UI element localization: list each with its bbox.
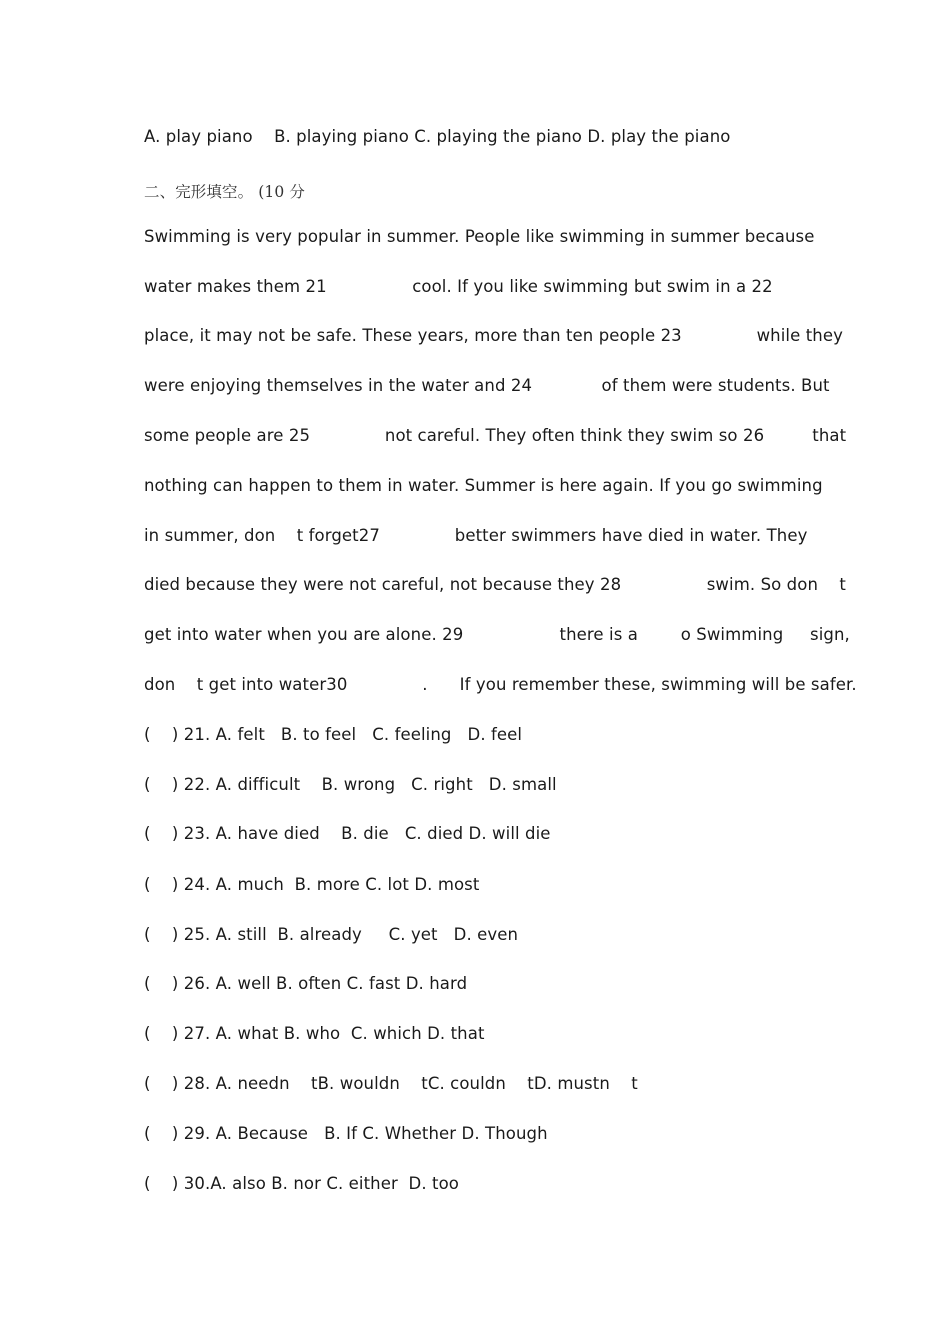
passage-line: get into water when you are alone. 29 there is a o Swimming sign,	[144, 625, 850, 644]
passage-line: place, it may not be safe. These years, more than ten people 23 while they	[144, 326, 843, 345]
passage-line: were enjoying themselves in the water and 24 of them were students. But	[144, 376, 830, 395]
question-item: ( ) 27. A. what B. who C. which D. that	[144, 1024, 485, 1043]
question-item: ( ) 25. A. still B. already C. yet D. even	[144, 925, 519, 944]
passage-line: water makes them 21 cool. If you like swimming but swim in a 22	[144, 277, 773, 296]
passage-line: in summer, don t forget27 better swimmers have died in water. They	[144, 526, 808, 545]
question-item: ( ) 22. A. difficult B. wrong C. right D. small	[144, 775, 557, 794]
question-item: ( ) 28. A. needn tB. wouldn tC. couldn tD. mustn t	[144, 1074, 638, 1093]
previous-question-options: A. play piano B. playing piano C. playing the piano D. play the piano	[144, 127, 731, 146]
question-item: ( ) 29. A. Because B. If C. Whether D. Though	[144, 1124, 548, 1143]
passage-line: some people are 25 not careful. They often think they swim so 26 that	[144, 426, 847, 445]
passage-line: nothing can happen to them in water. Summer is here again. If you go swimming	[144, 476, 823, 495]
section-title: 二、完形填空。 (10 分	[144, 183, 305, 201]
question-item: ( ) 26. A. well B. often C. fast D. hard	[144, 974, 468, 993]
passage-line: Swimming is very popular in summer. People like swimming in summer because	[144, 227, 815, 246]
passage-line: don t get into water30 . If you remember these, swimming will be safer.	[144, 675, 857, 694]
question-item: ( ) 30.A. also B. nor C. either D. too	[144, 1174, 460, 1193]
question-item: ( ) 24. A. much B. more C. lot D. most	[144, 875, 480, 894]
question-item: ( ) 21. A. felt B. to feel C. feeling D. feel	[144, 725, 523, 744]
passage-line: died because they were not careful, not because they 28 swim. So don t	[144, 575, 846, 594]
question-item: ( ) 23. A. have died B. die C. died D. will die	[144, 824, 551, 843]
